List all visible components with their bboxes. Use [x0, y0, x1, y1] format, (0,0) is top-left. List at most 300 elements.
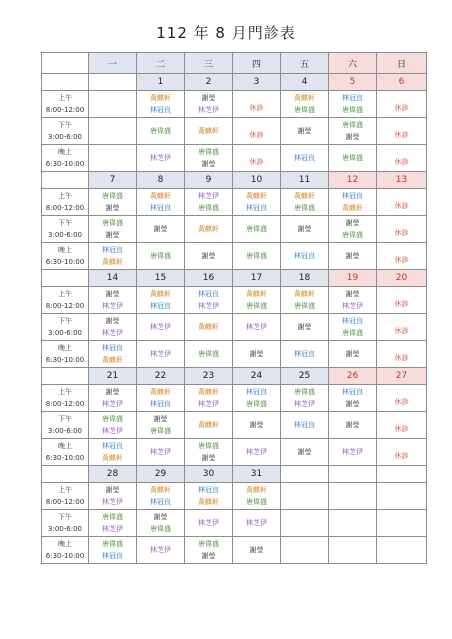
doctor-name: 唐偉盛	[102, 192, 123, 200]
doctor-name: 唐偉盛	[246, 302, 267, 310]
slot-row	[42, 412, 427, 439]
schedule-cell	[281, 341, 329, 368]
slot-time-label	[42, 439, 89, 466]
doctor-name: 謝瑩	[297, 323, 312, 331]
doctor-name: 林冠良	[102, 442, 123, 450]
doctor-name: 唐偉盛	[198, 442, 219, 450]
schedule-cell	[233, 439, 281, 466]
doctor-name: 唐偉盛	[150, 427, 171, 435]
date-cell	[329, 466, 377, 483]
schedule-cell	[137, 118, 185, 145]
schedule-cell	[233, 189, 281, 216]
slot-time-label	[42, 189, 89, 216]
schedule-cell	[89, 287, 137, 314]
schedule-cell	[233, 385, 281, 412]
date-cell	[377, 466, 427, 483]
slot-time-label	[42, 216, 89, 243]
date-cell: 10	[233, 172, 281, 189]
schedule-cell	[377, 385, 427, 412]
doctor-name: 謝瑩	[249, 421, 264, 429]
doctor-name: 黃麒軒	[198, 323, 219, 331]
closed-label: 休診	[394, 157, 409, 166]
doctor-name: 黃麒軒	[198, 127, 219, 135]
doctor-name: 林冠良	[342, 388, 363, 396]
doctor-name: 林芝伊	[246, 519, 267, 527]
schedule-cell	[281, 118, 329, 145]
doctor-name: 黃麒軒	[198, 498, 219, 506]
schedule-cell	[281, 510, 329, 537]
date-cell: 14	[89, 270, 137, 287]
doctor-name: 林冠良	[294, 421, 315, 429]
schedule-cell	[329, 483, 377, 510]
slot-hours: 8:00-12:00	[45, 302, 85, 310]
schedule-cell	[185, 510, 233, 537]
doctor-name: 謝瑩	[105, 486, 120, 494]
doctor-name: 林冠良	[198, 486, 219, 494]
closed-label: 休診	[394, 353, 409, 362]
doctor-name: 唐偉盛	[150, 525, 171, 533]
schedule-cell	[89, 537, 137, 564]
schedule-cell	[185, 243, 233, 270]
schedule-cell	[329, 189, 377, 216]
doctor-name: 謝瑩	[201, 160, 216, 168]
date-row	[42, 270, 427, 287]
doctor-name: 謝瑩	[153, 415, 168, 423]
slot-name: 上午	[58, 192, 72, 200]
doctor-name: 謝瑩	[201, 552, 216, 560]
slot-time-label	[42, 537, 89, 564]
date-cell: 16	[185, 270, 233, 287]
schedule-cell	[377, 243, 427, 270]
doctor-name: 林冠良	[150, 106, 171, 114]
weekday-label: 一	[89, 53, 137, 74]
doctor-name: 林冠良	[150, 302, 171, 310]
slot-time-label	[42, 510, 89, 537]
weekday-label: 四	[233, 53, 281, 74]
schedule-cell	[89, 216, 137, 243]
doctor-name: 唐偉盛	[102, 219, 123, 227]
schedule-cell	[137, 314, 185, 341]
schedule-cell	[185, 314, 233, 341]
slot-time-label	[42, 118, 89, 145]
schedule-cell	[233, 314, 281, 341]
corner-cell	[42, 53, 89, 74]
doctor-name: 謝瑩	[297, 127, 312, 135]
doctor-name: 謝瑩	[105, 204, 120, 212]
weekday-label: 六	[329, 53, 377, 74]
schedule-cell	[281, 145, 329, 172]
doctor-name: 唐偉盛	[246, 400, 267, 408]
closed-label: 休診	[394, 299, 409, 308]
schedule-cell	[89, 412, 137, 439]
slot-row	[42, 189, 427, 216]
closed-label: 休診	[249, 103, 264, 112]
doctor-name: 謝瑩	[345, 219, 360, 227]
slot-name: 上午	[58, 290, 72, 298]
doctor-name: 林冠良	[150, 204, 171, 212]
doctor-name: 唐偉盛	[150, 252, 171, 260]
schedule-cell	[377, 118, 427, 145]
schedule-cell	[89, 510, 137, 537]
slot-row	[42, 385, 427, 412]
doctor-name: 唐偉盛	[198, 540, 219, 548]
doctor-name: 謝瑩	[297, 225, 312, 233]
doctor-name: 林芝伊	[150, 546, 171, 554]
closed-label: 休診	[394, 255, 409, 264]
doctor-name: 黃麒軒	[150, 486, 171, 494]
date-cell	[89, 74, 137, 91]
doctor-name: 唐偉盛	[294, 388, 315, 396]
date-row-spacer	[42, 74, 89, 91]
slot-time-label	[42, 314, 89, 341]
doctor-name: 黃麒軒	[150, 388, 171, 396]
doctor-name: 黃麒軒	[102, 356, 123, 364]
doctor-name: 林芝伊	[102, 329, 123, 337]
schedule-cell	[89, 145, 137, 172]
doctor-name: 唐偉盛	[342, 231, 363, 239]
schedule-cell	[281, 439, 329, 466]
doctor-name: 謝瑩	[345, 400, 360, 408]
schedule-cell	[185, 91, 233, 118]
schedule-cell	[137, 145, 185, 172]
weekday-label: 五	[281, 53, 329, 74]
doctor-name: 唐偉盛	[246, 498, 267, 506]
slot-name: 下午	[58, 219, 72, 227]
date-cell: 31	[233, 466, 281, 483]
date-row-spacer	[42, 466, 89, 483]
doctor-name: 唐偉盛	[246, 225, 267, 233]
schedule-cell	[329, 287, 377, 314]
schedule-cell	[233, 243, 281, 270]
schedule-cell	[281, 385, 329, 412]
doctor-name: 林芝伊	[102, 498, 123, 506]
weekday-header-row	[42, 53, 427, 74]
schedule-cell	[137, 483, 185, 510]
doctor-name: 黃麒軒	[198, 225, 219, 233]
doctor-name: 謝瑩	[297, 448, 312, 456]
slot-name: 上午	[58, 388, 72, 396]
slot-hours: 6:30-10:00	[45, 160, 85, 168]
date-cell: 27	[377, 368, 427, 385]
schedule-cell	[233, 341, 281, 368]
doctor-name: 唐偉盛	[198, 350, 219, 358]
schedule-cell	[233, 118, 281, 145]
schedule-cell	[377, 341, 427, 368]
schedule-cell	[89, 483, 137, 510]
doctor-name: 黃麒軒	[246, 290, 267, 298]
date-cell: 28	[89, 466, 137, 483]
doctor-name: 謝瑩	[105, 290, 120, 298]
doctor-name: 唐偉盛	[342, 106, 363, 114]
doctor-name: 唐偉盛	[198, 204, 219, 212]
date-row	[42, 172, 427, 189]
slot-name: 下午	[58, 415, 72, 423]
weekday-label: 二	[137, 53, 185, 74]
schedule-cell	[89, 91, 137, 118]
slot-time-label	[42, 243, 89, 270]
doctor-name: 林冠良	[294, 252, 315, 260]
schedule-cell	[377, 439, 427, 466]
slot-hours: 3:00-6:00	[48, 133, 82, 141]
slot-row	[42, 118, 427, 145]
schedule-cell	[233, 91, 281, 118]
schedule-cell	[377, 91, 427, 118]
schedule-cell	[377, 145, 427, 172]
schedule-cell	[329, 145, 377, 172]
schedule-cell	[281, 189, 329, 216]
doctor-name: 黃麒軒	[102, 454, 123, 462]
schedule-cell	[233, 483, 281, 510]
doctor-name: 林冠良	[294, 350, 315, 358]
schedule-cell	[137, 439, 185, 466]
schedule-cell	[185, 189, 233, 216]
schedule-cell	[281, 91, 329, 118]
schedule-cell	[377, 189, 427, 216]
slot-row	[42, 483, 427, 510]
doctor-name: 黃麒軒	[342, 204, 363, 212]
doctor-name: 林芝伊	[102, 427, 123, 435]
schedule-cell	[233, 412, 281, 439]
slot-time-label	[42, 341, 89, 368]
schedule-cell	[377, 537, 427, 564]
doctor-name: 林芝伊	[102, 525, 123, 533]
slot-row	[42, 537, 427, 564]
closed-label: 休診	[249, 157, 264, 166]
date-cell: 22	[137, 368, 185, 385]
doctor-name: 林芝伊	[198, 519, 219, 527]
schedule-cell	[281, 314, 329, 341]
doctor-name: 林冠良	[342, 94, 363, 102]
doctor-name: 謝瑩	[105, 317, 120, 325]
date-cell: 11	[281, 172, 329, 189]
date-cell: 12	[329, 172, 377, 189]
doctor-name: 林冠良	[198, 290, 219, 298]
doctor-name: 林冠良	[150, 400, 171, 408]
slot-row	[42, 439, 427, 466]
doctor-name: 唐偉盛	[102, 540, 123, 548]
doctor-name: 黃麒軒	[102, 258, 123, 266]
schedule-cell	[233, 145, 281, 172]
schedule-cell	[377, 314, 427, 341]
schedule-cell	[185, 537, 233, 564]
schedule-cell	[185, 483, 233, 510]
closed-label: 休診	[394, 130, 409, 139]
doctor-name: 林冠良	[102, 552, 123, 560]
slot-hours: 6:30-10:00	[45, 258, 85, 266]
schedule-cell	[89, 439, 137, 466]
date-row	[42, 368, 427, 385]
date-cell	[281, 466, 329, 483]
schedule-cell	[281, 243, 329, 270]
doctor-name: 謝瑩	[345, 421, 360, 429]
date-cell: 19	[329, 270, 377, 287]
date-cell: 24	[233, 368, 281, 385]
slot-hours: 6:30-10:00	[45, 356, 85, 364]
weekday-label: 三	[185, 53, 233, 74]
slot-hours: 3:00-6:00	[48, 427, 82, 435]
date-cell: 13	[377, 172, 427, 189]
schedule-cell	[233, 537, 281, 564]
date-cell: 25	[281, 368, 329, 385]
schedule-cell	[329, 243, 377, 270]
date-cell: 4	[281, 74, 329, 91]
doctor-name: 唐偉盛	[294, 204, 315, 212]
slot-row	[42, 216, 427, 243]
doctor-name: 黃麒軒	[150, 290, 171, 298]
schedule-cell	[281, 216, 329, 243]
slot-hours: 8:00-12:00	[45, 498, 85, 506]
slot-row	[42, 341, 427, 368]
slot-name: 上午	[58, 486, 72, 494]
schedule-cell	[329, 216, 377, 243]
schedule-cell	[281, 287, 329, 314]
doctor-name: 唐偉盛	[294, 302, 315, 310]
doctor-name: 謝瑩	[345, 290, 360, 298]
doctor-name: 林芝伊	[150, 448, 171, 456]
schedule-cell	[89, 341, 137, 368]
schedule-cell	[137, 91, 185, 118]
slot-time-label	[42, 483, 89, 510]
date-cell: 21	[89, 368, 137, 385]
date-cell: 6	[377, 74, 427, 91]
doctor-name: 黃麒軒	[294, 192, 315, 200]
doctor-name: 林芝伊	[342, 302, 363, 310]
closed-label: 休診	[394, 424, 409, 433]
doctor-name: 林芝伊	[198, 400, 219, 408]
date-cell: 26	[329, 368, 377, 385]
schedule-cell	[137, 537, 185, 564]
doctor-name: 謝瑩	[153, 513, 168, 521]
date-cell: 9	[185, 172, 233, 189]
doctor-name: 謝瑩	[201, 94, 216, 102]
schedule-cell	[185, 385, 233, 412]
slot-row	[42, 314, 427, 341]
slot-hours: 8:00-12:00	[45, 106, 85, 114]
slot-time-label	[42, 91, 89, 118]
schedule-cell	[281, 412, 329, 439]
slot-time-label	[42, 145, 89, 172]
doctor-name: 黃麒軒	[198, 421, 219, 429]
schedule-cell	[233, 510, 281, 537]
slot-row	[42, 145, 427, 172]
doctor-name: 林冠良	[102, 344, 123, 352]
doctor-name: 林芝伊	[198, 302, 219, 310]
slot-hours: 8:00-12:00	[45, 400, 85, 408]
closed-label: 休診	[394, 201, 409, 210]
closed-label: 休診	[394, 228, 409, 237]
schedule-cell	[89, 243, 137, 270]
slot-time-label	[42, 412, 89, 439]
schedule-cell	[377, 483, 427, 510]
date-row	[42, 74, 427, 91]
date-cell: 7	[89, 172, 137, 189]
schedule-cell	[233, 216, 281, 243]
doctor-name: 謝瑩	[249, 350, 264, 358]
doctor-name: 林冠良	[246, 204, 267, 212]
schedule-cell	[329, 537, 377, 564]
doctor-name: 謝瑩	[153, 225, 168, 233]
date-row	[42, 466, 427, 483]
doctor-name: 唐偉盛	[198, 148, 219, 156]
date-cell: 30	[185, 466, 233, 483]
doctor-name: 謝瑩	[201, 252, 216, 260]
schedule-cell	[137, 189, 185, 216]
closed-label: 休診	[394, 451, 409, 460]
date-row-spacer	[42, 270, 89, 287]
doctor-name: 黃麒軒	[246, 486, 267, 494]
schedule-cell	[137, 510, 185, 537]
schedule-cell	[185, 439, 233, 466]
doctor-name: 黃麒軒	[246, 192, 267, 200]
closed-label: 休診	[249, 130, 264, 139]
date-cell: 2	[185, 74, 233, 91]
doctor-name: 唐偉盛	[342, 121, 363, 129]
doctor-name: 林芝伊	[150, 350, 171, 358]
schedule-cell	[377, 412, 427, 439]
doctor-name: 黃麒軒	[294, 290, 315, 298]
slot-row	[42, 287, 427, 314]
doctor-name: 林冠良	[102, 246, 123, 254]
schedule-cell	[89, 314, 137, 341]
closed-label: 休診	[394, 397, 409, 406]
schedule-cell	[137, 412, 185, 439]
schedule-cell	[377, 216, 427, 243]
schedule-cell	[281, 483, 329, 510]
slot-name: 下午	[58, 513, 72, 521]
date-cell: 5	[329, 74, 377, 91]
doctor-name: 黃麒軒	[198, 388, 219, 396]
doctor-name: 林芝伊	[198, 106, 219, 114]
slot-hours: 6:30-10:00	[45, 552, 85, 560]
date-cell: 3	[233, 74, 281, 91]
doctor-name: 謝瑩	[105, 388, 120, 396]
schedule-cell	[137, 287, 185, 314]
slot-name: 晚上	[58, 442, 72, 450]
schedule-cell	[185, 412, 233, 439]
doctor-name: 林芝伊	[342, 448, 363, 456]
slot-name: 下午	[58, 317, 72, 325]
page-title: 112 年 8 月門診表	[156, 24, 296, 42]
schedule-cell	[281, 537, 329, 564]
slot-name: 上午	[58, 94, 72, 102]
schedule-cell	[89, 189, 137, 216]
doctor-name: 唐偉盛	[102, 415, 123, 423]
doctor-name: 黃麒軒	[294, 94, 315, 102]
doctor-name: 黃麒軒	[150, 192, 171, 200]
closed-label: 休診	[394, 103, 409, 112]
schedule-cell	[329, 385, 377, 412]
date-cell: 18	[281, 270, 329, 287]
doctor-name: 林芝伊	[246, 323, 267, 331]
doctor-name: 唐偉盛	[246, 252, 267, 260]
date-cell: 20	[377, 270, 427, 287]
slot-hours: 3:00-6:00	[48, 231, 82, 239]
schedule-cell	[329, 118, 377, 145]
schedule-cell	[329, 341, 377, 368]
doctor-name: 謝瑩	[105, 231, 120, 239]
slot-time-label	[42, 385, 89, 412]
doctor-name: 林芝伊	[150, 323, 171, 331]
doctor-name: 林芝伊	[198, 192, 219, 200]
schedule-cell	[89, 385, 137, 412]
doctor-name: 林芝伊	[150, 154, 171, 162]
schedule-cell	[89, 118, 137, 145]
schedule-cell	[185, 341, 233, 368]
slot-row	[42, 243, 427, 270]
slot-name: 晚上	[58, 148, 72, 156]
schedule-cell	[329, 439, 377, 466]
slot-name: 晚上	[58, 344, 72, 352]
